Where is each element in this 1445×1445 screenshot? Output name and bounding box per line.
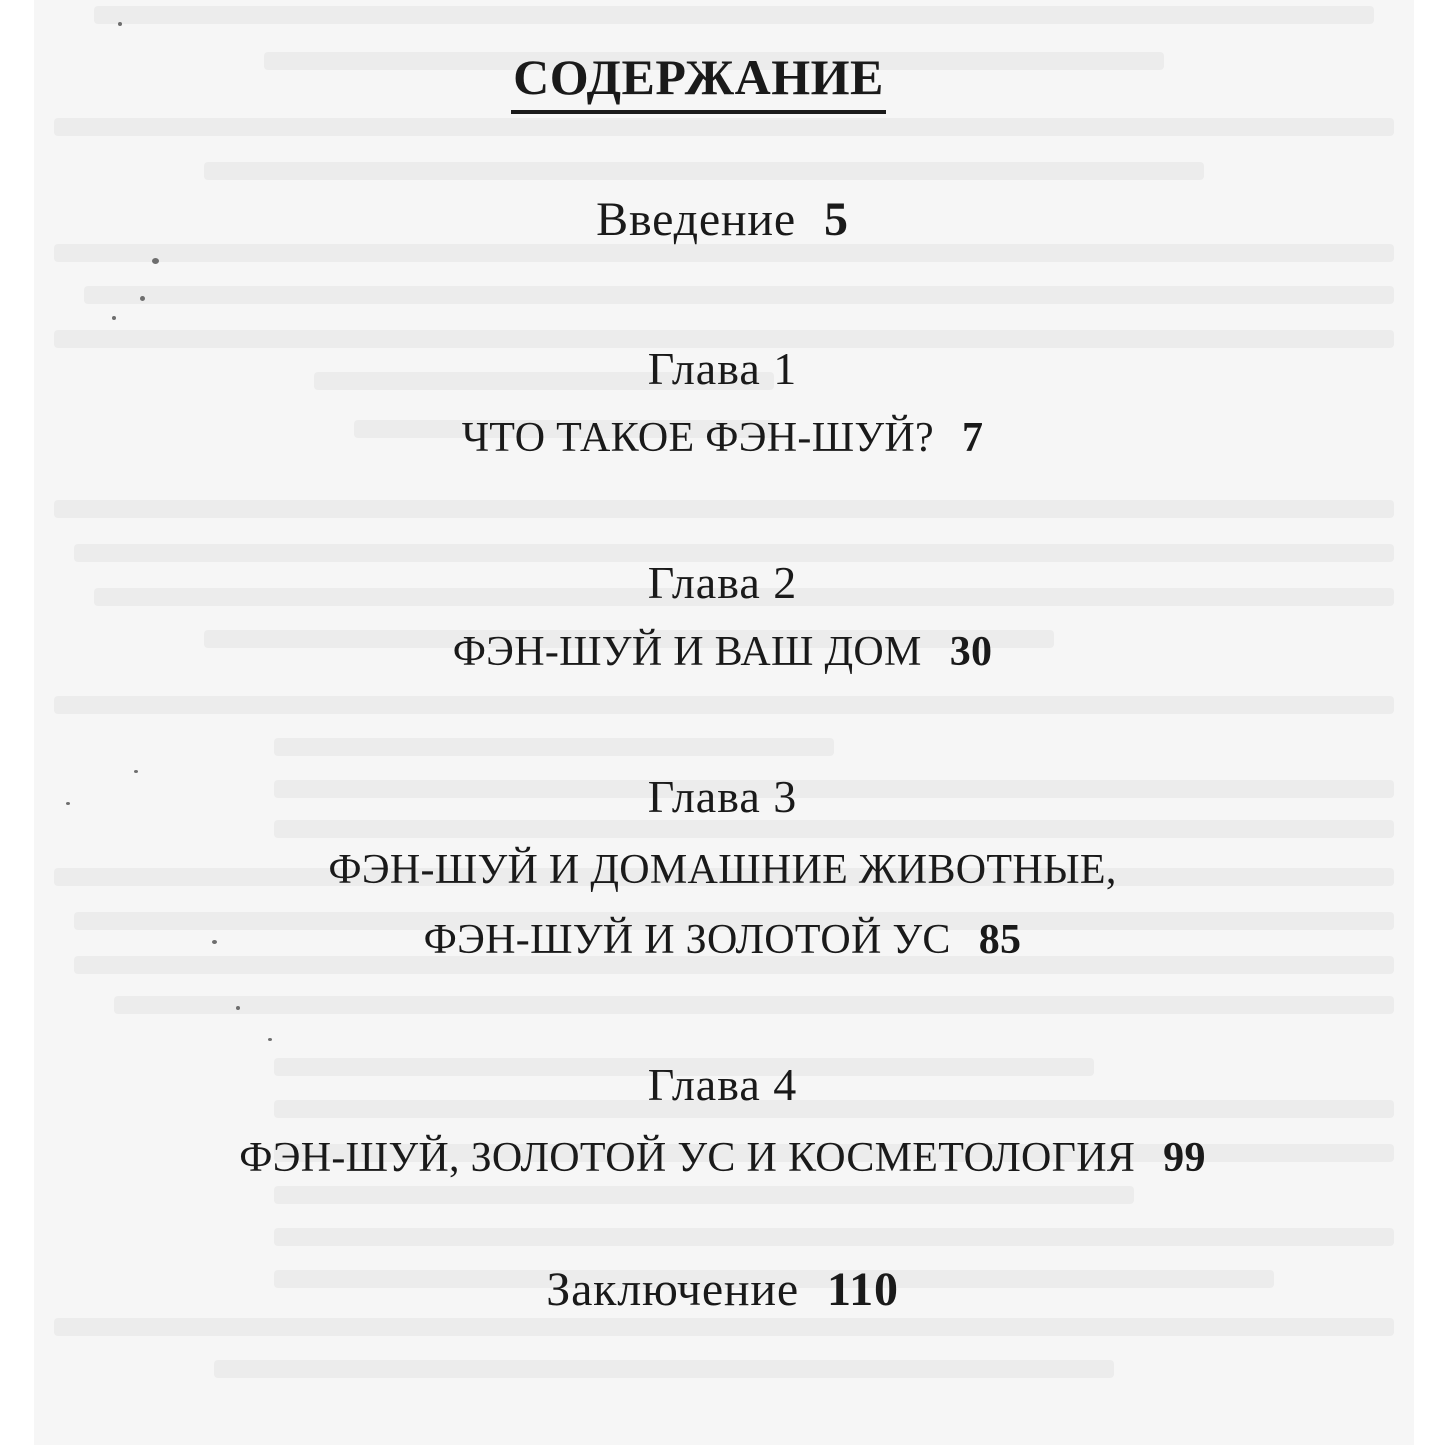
toc-entry-chapter-3-line-1 (0, 846, 1445, 894)
toc-entry-chapter-3-line-2 (0, 916, 1445, 964)
chapter-2-label (0, 556, 1445, 609)
entry-page-number: 30 (949, 629, 993, 675)
toc-entry-chapter-4 (0, 1134, 1445, 1182)
toc-heading-text: СОДЕРЖАНИЕ (511, 48, 886, 114)
entry-page-number: 5 (824, 193, 849, 246)
scan-speck (118, 22, 122, 26)
chapter-label-text: Глава 4 (647, 1059, 798, 1110)
entry-title: ФЭН-ШУЙ И ЗОЛОТОЙ УС (423, 917, 951, 963)
toc-entry-chapter-2 (0, 628, 1445, 676)
chapter-1-label (0, 342, 1445, 395)
chapter-4-label (0, 1058, 1445, 1111)
entry-title: Заключение (546, 1263, 799, 1316)
entry-title: Введение (596, 193, 797, 246)
chapter-label-text: Глава 3 (647, 771, 798, 822)
toc-entry-chapter-1 (0, 414, 1445, 462)
scan-speck (268, 1038, 272, 1041)
scan-speck (236, 1006, 240, 1010)
entry-page-number: 99 (1163, 1135, 1206, 1181)
chapter-label-text: Глава 2 (647, 557, 798, 608)
entry-page-number: 85 (978, 917, 1022, 963)
scan-speck (152, 258, 159, 264)
toc-entry-conclusion (0, 1262, 1445, 1317)
scan-speck (134, 770, 138, 773)
scan-speck (66, 802, 70, 805)
scan-speck (112, 316, 116, 320)
entry-title: ФЭН-ШУЙ И ВАШ ДОМ (452, 629, 922, 675)
entry-page-number: 7 (961, 415, 984, 461)
toc-heading (0, 48, 1445, 114)
entry-page-number: 110 (827, 1263, 899, 1316)
entry-title: ФЭН-ШУЙ, ЗОЛОТОЙ УС И КОСМЕТОЛОГИЯ (239, 1135, 1136, 1181)
entry-title: ЧТО ТАКОЕ ФЭН-ШУЙ? (461, 415, 934, 461)
entry-title: ФЭН-ШУЙ И ДОМАШНИЕ ЖИВОТНЫЕ, (328, 847, 1117, 893)
scan-speck (212, 940, 217, 944)
scan-speck (140, 296, 145, 301)
toc-entry-intro (0, 192, 1445, 247)
chapter-3-label (0, 770, 1445, 823)
chapter-label-text: Глава 1 (647, 343, 798, 394)
